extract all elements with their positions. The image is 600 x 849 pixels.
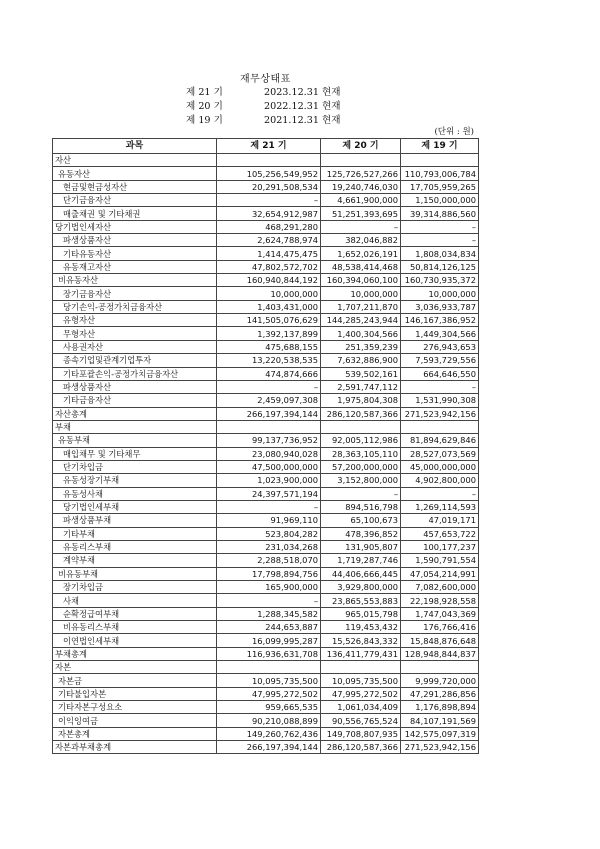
amount-cell: 266,197,394,144 bbox=[217, 741, 321, 754]
amount-cell: 251,359,239 bbox=[321, 340, 401, 353]
table-row bbox=[53, 460, 479, 473]
amount-cell: 47,500,000,000 bbox=[217, 460, 321, 473]
account-name: 사채 bbox=[53, 594, 217, 607]
account-name: 유형자산 bbox=[53, 314, 217, 327]
amount-cell: 20,291,508,534 bbox=[217, 180, 321, 193]
amount-cell: 91,969,110 bbox=[217, 514, 321, 527]
amount-cell: 23,865,553,883 bbox=[321, 594, 401, 607]
amount-cell: – bbox=[217, 594, 321, 607]
amount-cell: 47,019,171 bbox=[401, 514, 479, 527]
amount-cell: 894,516,798 bbox=[321, 500, 401, 513]
table-row bbox=[53, 407, 479, 420]
table-row bbox=[53, 380, 479, 393]
amount-cell: 176,766,416 bbox=[401, 621, 479, 634]
amount-cell bbox=[401, 420, 479, 433]
period-row bbox=[186, 84, 424, 98]
amount-cell: 10,095,735,500 bbox=[217, 674, 321, 687]
amount-cell: 286,120,587,366 bbox=[321, 741, 401, 754]
table-row bbox=[53, 314, 479, 327]
table-row bbox=[53, 500, 479, 513]
amount-cell: 1,176,898,894 bbox=[401, 701, 479, 714]
amount-cell: 47,054,214,991 bbox=[401, 567, 479, 580]
table-row bbox=[53, 260, 479, 273]
amount-cell: 474,874,666 bbox=[217, 367, 321, 380]
account-name: 이연법인세부채 bbox=[53, 634, 217, 647]
amount-cell bbox=[217, 661, 321, 674]
amount-cell: 90,210,088,899 bbox=[217, 714, 321, 727]
amount-cell: 47,995,272,502 bbox=[321, 687, 401, 700]
amount-cell: 47,802,572,702 bbox=[217, 260, 321, 273]
account-name: 자본총계 bbox=[53, 727, 217, 740]
amount-cell: 119,453,432 bbox=[321, 621, 401, 634]
table-row bbox=[53, 661, 479, 674]
amount-cell: 90,556,765,524 bbox=[321, 714, 401, 727]
amount-cell: 965,015,798 bbox=[321, 607, 401, 620]
document-title: 재무상태표 bbox=[240, 74, 291, 85]
account-name: 부채 bbox=[53, 420, 217, 433]
account-name: 당기법인세자산 bbox=[53, 220, 217, 233]
amount-cell: 105,256,549,952 bbox=[217, 167, 321, 180]
table-row bbox=[53, 474, 479, 487]
amount-cell: 959,665,535 bbox=[217, 701, 321, 714]
table-row bbox=[53, 487, 479, 500]
amount-cell: 160,730,935,372 bbox=[401, 274, 479, 287]
table-row bbox=[53, 194, 479, 207]
amount-cell: 50,814,126,125 bbox=[401, 260, 479, 273]
amount-cell: 19,240,746,030 bbox=[321, 180, 401, 193]
amount-cell: 2,459,097,308 bbox=[217, 394, 321, 407]
account-name: 비유동자산 bbox=[53, 274, 217, 287]
amount-cell: 468,291,280 bbox=[217, 220, 321, 233]
amount-cell: 17,705,959,265 bbox=[401, 180, 479, 193]
table-header-row bbox=[53, 139, 479, 154]
account-name: 순확정급여부채 bbox=[53, 607, 217, 620]
amount-cell bbox=[321, 154, 401, 167]
table-body bbox=[53, 154, 479, 754]
amount-cell: 47,995,272,502 bbox=[217, 687, 321, 700]
amount-cell: – bbox=[321, 487, 401, 500]
header-period-20: 제 20 기 bbox=[321, 139, 401, 154]
amount-cell: 523,804,282 bbox=[217, 527, 321, 540]
table-row bbox=[53, 154, 479, 167]
amount-cell: 47,291,286,856 bbox=[401, 687, 479, 700]
table-row bbox=[53, 540, 479, 553]
header-period-21: 제 21 기 bbox=[217, 139, 321, 154]
amount-cell: 1,707,211,870 bbox=[321, 300, 401, 313]
amount-cell: 1,719,287,746 bbox=[321, 554, 401, 567]
amount-cell: 84,107,191,569 bbox=[401, 714, 479, 727]
period-list bbox=[186, 84, 424, 126]
period-label: 제 21 기 bbox=[186, 87, 223, 98]
amount-cell: 28,363,105,110 bbox=[321, 447, 401, 460]
amount-cell: 100,177,237 bbox=[401, 540, 479, 553]
period-row bbox=[186, 98, 424, 112]
amount-cell: 24,397,571,194 bbox=[217, 487, 321, 500]
amount-cell: 10,000,000 bbox=[217, 287, 321, 300]
amount-cell bbox=[217, 154, 321, 167]
amount-cell: 4,661,900,000 bbox=[321, 194, 401, 207]
amount-cell: 7,632,886,900 bbox=[321, 354, 401, 367]
account-name: 파생상품자산 bbox=[53, 380, 217, 393]
amount-cell: 4,902,800,000 bbox=[401, 474, 479, 487]
amount-cell: 1,392,137,899 bbox=[217, 327, 321, 340]
amount-cell: 13,220,538,535 bbox=[217, 354, 321, 367]
amount-cell: 286,120,587,366 bbox=[321, 407, 401, 420]
period-date: 2023.12.31 현재 bbox=[264, 87, 341, 98]
account-name: 유동리스부채 bbox=[53, 540, 217, 553]
amount-cell bbox=[217, 420, 321, 433]
table-row bbox=[53, 647, 479, 660]
account-name: 부채총계 bbox=[53, 647, 217, 660]
period-label: 제 20 기 bbox=[186, 101, 223, 112]
amount-cell: 1,269,114,593 bbox=[401, 500, 479, 513]
amount-cell: 1,747,043,369 bbox=[401, 607, 479, 620]
amount-cell: 15,526,843,332 bbox=[321, 634, 401, 647]
amount-cell: – bbox=[321, 220, 401, 233]
amount-cell: 3,036,933,787 bbox=[401, 300, 479, 313]
amount-cell: – bbox=[217, 380, 321, 393]
amount-cell: 144,285,243,944 bbox=[321, 314, 401, 327]
amount-cell: 1,403,431,000 bbox=[217, 300, 321, 313]
table-row bbox=[53, 687, 479, 700]
amount-cell: 51,251,393,695 bbox=[321, 207, 401, 220]
account-name: 당기손익-공정가치금융자산 bbox=[53, 300, 217, 313]
account-name: 자본금 bbox=[53, 674, 217, 687]
amount-cell: 99,137,736,952 bbox=[217, 434, 321, 447]
account-name: 유동자산 bbox=[53, 167, 217, 180]
amount-cell: 116,936,631,708 bbox=[217, 647, 321, 660]
amount-cell: 10,095,735,500 bbox=[321, 674, 401, 687]
amount-cell: – bbox=[217, 194, 321, 207]
table-row bbox=[53, 447, 479, 460]
amount-cell: – bbox=[401, 380, 479, 393]
account-name: 자본과부채총계 bbox=[53, 741, 217, 754]
account-name: 단기금융자산 bbox=[53, 194, 217, 207]
table-row bbox=[53, 554, 479, 567]
account-name: 계약부채 bbox=[53, 554, 217, 567]
account-name: 유동부채 bbox=[53, 434, 217, 447]
amount-cell: 3,929,800,000 bbox=[321, 581, 401, 594]
amount-cell: 2,591,747,112 bbox=[321, 380, 401, 393]
amount-cell: 475,688,155 bbox=[217, 340, 321, 353]
amount-cell: 15,848,876,648 bbox=[401, 634, 479, 647]
account-name: 장기차입금 bbox=[53, 581, 217, 594]
table-row bbox=[53, 234, 479, 247]
amount-cell: – bbox=[217, 500, 321, 513]
amount-cell: 7,082,600,000 bbox=[401, 581, 479, 594]
account-name: 유동재고자산 bbox=[53, 260, 217, 273]
table-row bbox=[53, 514, 479, 527]
amount-cell: 146,167,386,952 bbox=[401, 314, 479, 327]
account-name: 매출채권 및 기타채권 bbox=[53, 207, 217, 220]
table-row bbox=[53, 247, 479, 260]
amount-cell: 81,894,629,846 bbox=[401, 434, 479, 447]
table-row bbox=[53, 607, 479, 620]
table-row bbox=[53, 220, 479, 233]
amount-cell: 1,023,900,000 bbox=[217, 474, 321, 487]
table-row bbox=[53, 394, 479, 407]
account-name: 자본 bbox=[53, 661, 217, 674]
account-name: 파생상품자산 bbox=[53, 234, 217, 247]
table-row bbox=[53, 274, 479, 287]
amount-cell: 1,590,791,554 bbox=[401, 554, 479, 567]
table-row bbox=[53, 674, 479, 687]
amount-cell: 244,653,887 bbox=[217, 621, 321, 634]
amount-cell: 23,080,940,028 bbox=[217, 447, 321, 460]
amount-cell: 16,099,995,287 bbox=[217, 634, 321, 647]
amount-cell: 92,005,112,986 bbox=[321, 434, 401, 447]
table-row bbox=[53, 714, 479, 727]
account-name: 유동성장기부채 bbox=[53, 474, 217, 487]
table-row bbox=[53, 701, 479, 714]
amount-cell: 32,654,912,987 bbox=[217, 207, 321, 220]
account-name: 이익잉여금 bbox=[53, 714, 217, 727]
table-row bbox=[53, 727, 479, 740]
amount-cell: 231,034,268 bbox=[217, 540, 321, 553]
amount-cell: 478,396,852 bbox=[321, 527, 401, 540]
amount-cell: 44,406,666,445 bbox=[321, 567, 401, 580]
amount-cell: 1,288,345,582 bbox=[217, 607, 321, 620]
amount-cell: 57,200,000,000 bbox=[321, 460, 401, 473]
account-name: 자산총계 bbox=[53, 407, 217, 420]
amount-cell: 10,000,000 bbox=[401, 287, 479, 300]
amount-cell: 165,900,000 bbox=[217, 581, 321, 594]
table-row bbox=[53, 594, 479, 607]
unit-label: (단위 : 원) bbox=[434, 127, 474, 137]
table-row bbox=[53, 420, 479, 433]
table-row bbox=[53, 367, 479, 380]
amount-cell: 2,288,518,070 bbox=[217, 554, 321, 567]
amount-cell: 160,394,060,100 bbox=[321, 274, 401, 287]
amount-cell bbox=[401, 661, 479, 674]
amount-cell bbox=[321, 420, 401, 433]
account-name: 종속기업및관계기업투자 bbox=[53, 354, 217, 367]
table-row bbox=[53, 567, 479, 580]
account-name: 비유동리스부채 bbox=[53, 621, 217, 634]
account-name: 비유동부채 bbox=[53, 567, 217, 580]
amount-cell: 149,708,807,935 bbox=[321, 727, 401, 740]
account-name: 기타부채 bbox=[53, 527, 217, 540]
period-date: 2021.12.31 현재 bbox=[264, 115, 341, 126]
amount-cell: 9,999,720,000 bbox=[401, 674, 479, 687]
amount-cell: 3,152,800,000 bbox=[321, 474, 401, 487]
account-name: 장기금융자산 bbox=[53, 287, 217, 300]
table-row bbox=[53, 434, 479, 447]
amount-cell: 45,000,000,000 bbox=[401, 460, 479, 473]
amount-cell: 141,505,076,629 bbox=[217, 314, 321, 327]
table-row bbox=[53, 287, 479, 300]
amount-cell: 10,000,000 bbox=[321, 287, 401, 300]
amount-cell: 1,652,026,191 bbox=[321, 247, 401, 260]
amount-cell: 382,046,882 bbox=[321, 234, 401, 247]
table-row bbox=[53, 634, 479, 647]
amount-cell: 1,150,000,000 bbox=[401, 194, 479, 207]
amount-cell: 276,943,653 bbox=[401, 340, 479, 353]
header-account: 과목 bbox=[53, 139, 217, 154]
amount-cell: 1,414,475,475 bbox=[217, 247, 321, 260]
account-name: 기타유동자산 bbox=[53, 247, 217, 260]
amount-cell: 1,531,990,308 bbox=[401, 394, 479, 407]
balance-sheet-table bbox=[52, 138, 479, 754]
period-label: 제 19 기 bbox=[186, 115, 223, 126]
amount-cell bbox=[321, 661, 401, 674]
amount-cell: 136,411,779,431 bbox=[321, 647, 401, 660]
account-name: 기타포괄손익-공정가치금융자산 bbox=[53, 367, 217, 380]
amount-cell: 142,575,097,319 bbox=[401, 727, 479, 740]
account-name: 자산 bbox=[53, 154, 217, 167]
account-name: 사용권자산 bbox=[53, 340, 217, 353]
amount-cell: 110,793,006,784 bbox=[401, 167, 479, 180]
table-row bbox=[53, 621, 479, 634]
amount-cell: 17,798,894,756 bbox=[217, 567, 321, 580]
amount-cell: 28,527,073,569 bbox=[401, 447, 479, 460]
table-row bbox=[53, 167, 479, 180]
amount-cell: 457,653,722 bbox=[401, 527, 479, 540]
amount-cell: 1,400,304,566 bbox=[321, 327, 401, 340]
amount-cell: 271,523,942,156 bbox=[401, 741, 479, 754]
amount-cell: – bbox=[401, 220, 479, 233]
table-row bbox=[53, 340, 479, 353]
period-date: 2022.12.31 현재 bbox=[264, 101, 341, 112]
period-row bbox=[186, 112, 424, 126]
amount-cell: 149,260,762,436 bbox=[217, 727, 321, 740]
account-name: 유동성사채 bbox=[53, 487, 217, 500]
table-row bbox=[53, 741, 479, 754]
account-name: 기타불입자본 bbox=[53, 687, 217, 700]
account-name: 매입채무 및 기타채무 bbox=[53, 447, 217, 460]
table-row bbox=[53, 354, 479, 367]
account-name: 현금및현금성자산 bbox=[53, 180, 217, 193]
amount-cell: – bbox=[401, 234, 479, 247]
amount-cell: 65,100,673 bbox=[321, 514, 401, 527]
account-name: 당기법인세부채 bbox=[53, 500, 217, 513]
amount-cell: 1,061,034,409 bbox=[321, 701, 401, 714]
table-row bbox=[53, 581, 479, 594]
amount-cell: 125,726,527,266 bbox=[321, 167, 401, 180]
amount-cell: 271,523,942,156 bbox=[401, 407, 479, 420]
amount-cell: 266,197,394,144 bbox=[217, 407, 321, 420]
table-row bbox=[53, 327, 479, 340]
header-period-19: 제 19 기 bbox=[401, 139, 479, 154]
amount-cell: 1,975,804,308 bbox=[321, 394, 401, 407]
amount-cell: 1,449,304,566 bbox=[401, 327, 479, 340]
amount-cell: 48,538,414,468 bbox=[321, 260, 401, 273]
amount-cell bbox=[401, 154, 479, 167]
amount-cell: 128,948,844,837 bbox=[401, 647, 479, 660]
account-name: 기타자본구성요소 bbox=[53, 701, 217, 714]
amount-cell: 539,502,161 bbox=[321, 367, 401, 380]
account-name: 단기차입금 bbox=[53, 460, 217, 473]
table-row bbox=[53, 180, 479, 193]
amount-cell: 160,940,844,192 bbox=[217, 274, 321, 287]
amount-cell: 2,624,788,974 bbox=[217, 234, 321, 247]
table-row bbox=[53, 207, 479, 220]
table-row bbox=[53, 527, 479, 540]
amount-cell: 664,646,550 bbox=[401, 367, 479, 380]
account-name: 무형자산 bbox=[53, 327, 217, 340]
amount-cell: 131,905,807 bbox=[321, 540, 401, 553]
account-name: 파생상품부채 bbox=[53, 514, 217, 527]
amount-cell: – bbox=[401, 487, 479, 500]
amount-cell: 22,198,928,558 bbox=[401, 594, 479, 607]
amount-cell: 7,593,729,556 bbox=[401, 354, 479, 367]
table-row bbox=[53, 300, 479, 313]
account-name: 기타금융자산 bbox=[53, 394, 217, 407]
amount-cell: 39,314,886,560 bbox=[401, 207, 479, 220]
amount-cell: 1,808,034,834 bbox=[401, 247, 479, 260]
